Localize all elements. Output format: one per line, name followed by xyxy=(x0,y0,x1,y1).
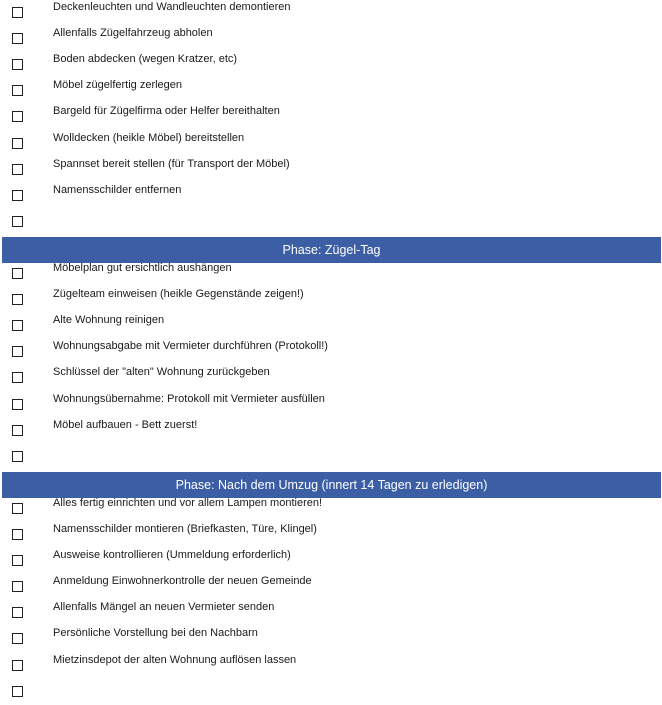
checkbox[interactable] xyxy=(12,85,23,96)
checkbox[interactable] xyxy=(12,660,23,671)
checkbox[interactable] xyxy=(12,111,23,122)
checklist-item-label: Möbel aufbauen - Bett zuerst! xyxy=(53,418,198,431)
checkbox[interactable] xyxy=(12,7,23,18)
checkbox[interactable] xyxy=(12,581,23,592)
checklist-item xyxy=(0,626,662,652)
checklist-item-label: Boden abdecken (wegen Kratzer, etc) xyxy=(53,53,238,66)
section-heading-move-day: Phase: Zügel-Tag xyxy=(2,237,661,263)
checklist-item-label: Namensschilder entfernen xyxy=(53,183,182,196)
checklist-item xyxy=(0,104,662,130)
checkbox[interactable] xyxy=(12,451,23,462)
checklist-item-label: Möbelplan gut ersichtlich aushängen xyxy=(53,262,232,274)
checklist-item-label: Alles fertig einrichten und vor allem Lampen montieren! xyxy=(53,496,323,509)
checkbox[interactable] xyxy=(12,320,23,331)
checklist-item-label: Alte Wohnung reinigen xyxy=(53,314,165,327)
checklist-item-label: Ausweise kontrollieren (Ummeldung erforderlich) xyxy=(53,549,291,562)
checklist-item-label: Möbel zügelfertig zerlegen xyxy=(53,79,183,92)
checklist-item xyxy=(0,339,662,365)
checklist-item-label: Zügelteam einweisen (heikle Gegenstände zeigen!) xyxy=(53,288,304,301)
checkbox[interactable] xyxy=(12,633,23,644)
checkbox[interactable] xyxy=(12,138,23,149)
checkbox[interactable] xyxy=(12,529,23,540)
checkbox[interactable] xyxy=(12,33,23,44)
checklist-item-label: Wolldecken (heikle Möbel) bereitstellen xyxy=(53,131,245,144)
checklist-item xyxy=(0,392,662,418)
checklist-item xyxy=(0,574,662,600)
checklist-item-label: Bargeld für Zügelfirma oder Helfer bereithalten xyxy=(53,105,280,118)
checklist-item xyxy=(0,522,662,548)
checkbox[interactable] xyxy=(12,399,23,410)
checklist-item xyxy=(0,444,662,470)
checkbox[interactable] xyxy=(12,607,23,618)
checklist-item-label: Spannset bereit stellen (für Transport der Möbel) xyxy=(53,157,290,170)
checklist-item xyxy=(0,313,662,339)
checklist-item-label: Schlüssel der "alten" Wohnung zurückgeben xyxy=(53,366,270,379)
checklist-item xyxy=(0,183,662,209)
checklist-item xyxy=(0,209,662,235)
checkbox[interactable] xyxy=(12,294,23,305)
checklist-item xyxy=(0,131,662,157)
checklist-item xyxy=(0,261,662,287)
checklist-item-label: Anmeldung Einwohnerkontrolle der neuen Gemeinde xyxy=(53,575,312,588)
checkbox[interactable] xyxy=(12,555,23,566)
checklist-item xyxy=(0,26,662,52)
checklist-item-label: Wohnungsabgabe mit Vermieter durchführen (Protokoll!) xyxy=(53,340,328,353)
checklist-item xyxy=(0,0,662,26)
checklist-item-label: Deckenleuchten und Wandleuchten demontieren xyxy=(53,1,291,13)
checkbox[interactable] xyxy=(12,59,23,70)
checklist-item xyxy=(0,78,662,104)
checklist-item xyxy=(0,287,662,313)
checklist-item xyxy=(0,679,662,705)
checklist-item xyxy=(0,600,662,626)
checklist-item xyxy=(0,548,662,574)
checkbox[interactable] xyxy=(12,372,23,383)
checklist-item-label: Wohnungsübernahme: Protokoll mit Vermieter ausfüllen xyxy=(53,392,325,405)
section-heading-after: Phase: Nach dem Umzug (innert 14 Tagen zu erledigen) xyxy=(2,472,661,498)
checklist-item xyxy=(0,496,662,522)
checkbox[interactable] xyxy=(12,268,23,279)
checklist-item xyxy=(0,418,662,444)
checkbox[interactable] xyxy=(12,425,23,436)
checkbox[interactable] xyxy=(12,216,23,227)
checklist-item-label: Namensschilder montieren (Briefkasten, Türe, Klingel) xyxy=(53,523,317,535)
checkbox[interactable] xyxy=(12,503,23,514)
checklist-item xyxy=(0,52,662,78)
checklist-item xyxy=(0,157,662,183)
checklist-item xyxy=(0,365,662,391)
checkbox[interactable] xyxy=(12,164,23,175)
checklist-item-label: Allenfalls Mängel an neuen Vermieter senden xyxy=(53,601,275,614)
checklist-item xyxy=(0,653,662,679)
checklist-item-label: Persönliche Vorstellung bei den Nachbarn xyxy=(53,627,258,640)
checklist-item-label: Mietzinsdepot der alten Wohnung auflösen lassen xyxy=(53,653,297,666)
checkbox[interactable] xyxy=(12,346,23,357)
checklist-item-label: Allenfalls Zügelfahrzeug abholen xyxy=(53,27,213,40)
checkbox[interactable] xyxy=(12,190,23,201)
